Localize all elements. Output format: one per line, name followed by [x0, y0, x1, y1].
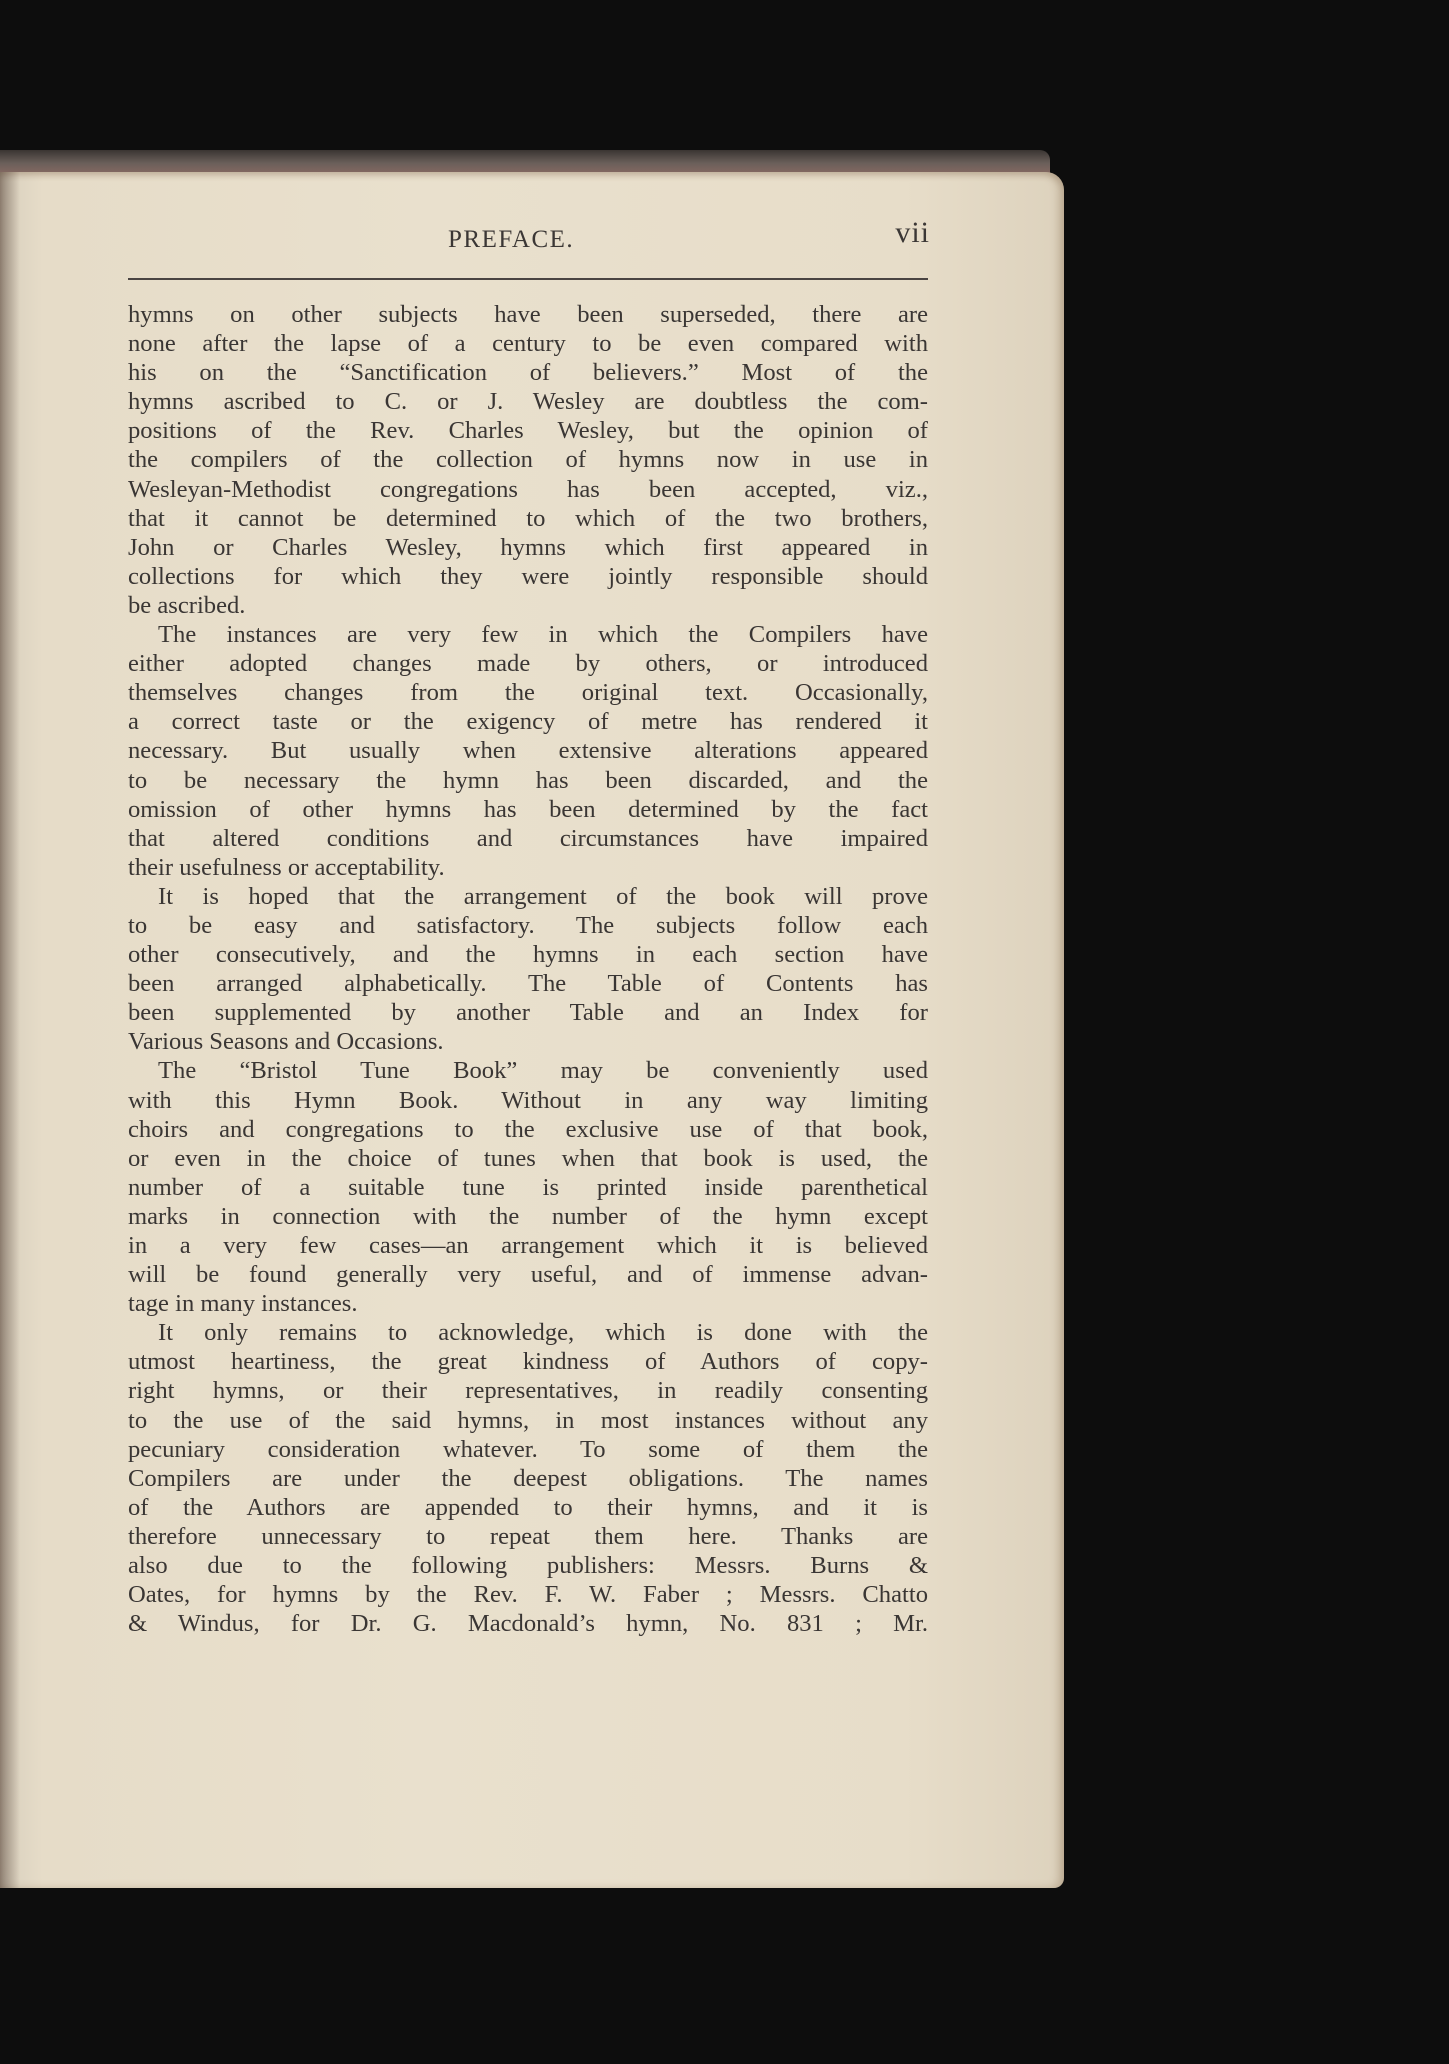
text-line: or even in the choice of tunes when that book is used, the: [128, 1144, 928, 1172]
text-line: Various Seasons and Occasions.: [128, 1028, 444, 1056]
text-line: tage in many instances.: [128, 1290, 358, 1318]
text-line: marks in connection with the number of the hymn except: [128, 1202, 928, 1230]
text-line: that it cannot be determined to which of the two brothers,: [128, 504, 928, 532]
text-line: Oates, for hymns by the Rev. F. W. Faber ; Messrs. Chatto: [128, 1581, 928, 1609]
text-line: choirs and congregations to the exclusive use of that book,: [128, 1115, 928, 1143]
text-line: either adopted changes made by others, or introduced: [128, 650, 928, 678]
text-line: of the Authors are appended to their hymns, and it is: [128, 1493, 928, 1521]
text-line: other consecutively, and the hymns in each section have: [128, 941, 928, 969]
running-head: [128, 216, 928, 276]
text-line: be ascribed.: [128, 591, 246, 619]
text-line: right hymns, or their representatives, in readily consenting: [128, 1377, 928, 1405]
text-line: The instances are very few in which the Compilers have: [158, 621, 928, 649]
text-line: number of a suitable tune is printed inside parenthetical: [128, 1173, 928, 1201]
text-line: been arranged alphabetically. The Table of Contents has: [128, 970, 928, 998]
text-line: John or Charles Wesley, hymns which first appeared in: [128, 533, 928, 561]
text-line: The “Bristol Tune Book” may be conveniently used: [158, 1057, 928, 1085]
text-line: necessary. But usually when extensive alterations appeared: [128, 737, 928, 765]
text-line: will be found generally very useful, and of immense advan-: [128, 1261, 928, 1289]
text-line: hymns ascribed to C. or J. Wesley are doubtless the com-: [128, 388, 928, 416]
page-number: vii: [895, 216, 930, 249]
text-line: positions of the Rev. Charles Wesley, but the opinion of: [128, 417, 928, 445]
text-line: in a very few cases—an arrangement which it is believed: [128, 1232, 928, 1259]
text-line: to be easy and satisfactory. The subjects follow each: [128, 911, 928, 939]
text-line: It only remains to acknowledge, which is done with the: [158, 1319, 928, 1347]
text-line: to the use of the said hymns, in most instances without any: [128, 1406, 928, 1434]
text-line: Wesleyan-Methodist congregations has been accepted, viz.,: [128, 475, 928, 503]
text-line: collections for which they were jointly responsible should: [128, 562, 928, 590]
text-line: utmost heartiness, the great kindness of Authors of copy-: [128, 1348, 928, 1376]
text-line: with this Hymn Book. Without in any way limiting: [128, 1086, 928, 1114]
text-line: hymns on other subjects have been superseded, there are: [128, 301, 928, 328]
text-line: his on the “Sanctification of believers.” Most of the: [128, 359, 928, 387]
text-line: to be necessary the hymn has been discarded, and the: [128, 766, 928, 794]
text-line: their usefulness or acceptability.: [128, 853, 445, 881]
text-line: themselves changes from the original text. Occasionally,: [128, 679, 928, 707]
header-rule: [128, 278, 928, 280]
text-line: It is hoped that the arrangement of the book will prove: [158, 882, 928, 910]
text-line: also due to the following publishers: Messrs. Burns &: [128, 1552, 928, 1580]
text-line: the compilers of the collection of hymns now in use in: [128, 446, 928, 474]
text-line: been supplemented by another Table and an Index for: [128, 999, 928, 1027]
binding-shadow: [0, 172, 20, 1888]
text-line: pecuniary consideration whatever. To some of them the: [128, 1435, 928, 1463]
text-line: omission of other hymns has been determined by the fact: [128, 795, 928, 823]
text-line: & Windus, for Dr. G. Macdonald’s hymn, No. 831 ; Mr.: [128, 1610, 928, 1638]
header-title: PREFACE.: [448, 226, 575, 253]
preface-text: [128, 300, 928, 1638]
text-line: therefore unnecessary to repeat them here. Thanks are: [128, 1522, 928, 1550]
text-line: none after the lapse of a century to be even compared with: [128, 330, 928, 358]
text-line: Compilers are under the deepest obligations. The names: [128, 1464, 928, 1492]
text-line: a correct taste or the exigency of metre has rendered it: [128, 708, 928, 736]
text-line: that altered conditions and circumstances have impaired: [128, 824, 928, 852]
